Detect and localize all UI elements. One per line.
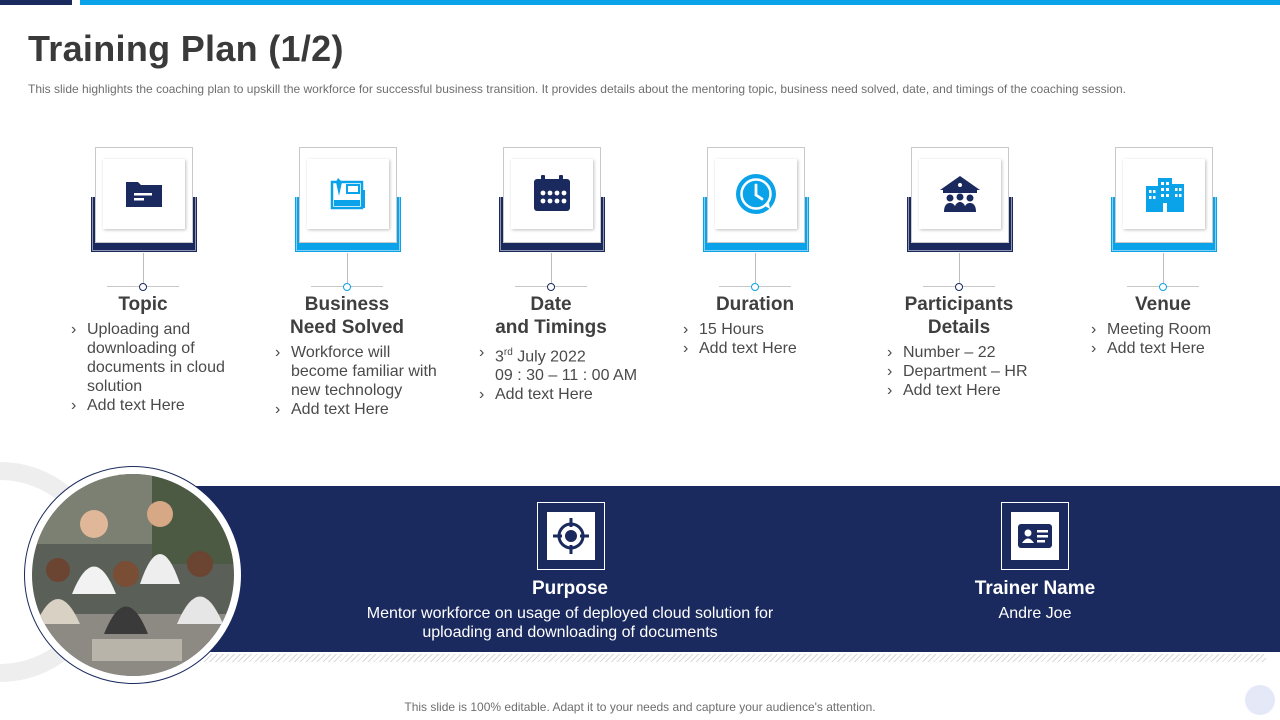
id-card-icon [1015,516,1055,556]
footer-note: This slide is 100% editable. Adapt it to your needs and capture your audience's attention. [404,700,876,714]
column-title: Topic [118,294,168,315]
list-item: › Add text Here [275,400,443,419]
list-item: › Add text Here [1091,339,1259,358]
list-item: › Meeting Room [1091,320,1259,339]
list-item: › Add text Here [683,339,851,358]
top-accent-bar-blue [80,0,1280,5]
list-item: › Uploading and downloading of documents in cloud solution [71,320,239,396]
icon-card [41,147,245,253]
list-item: › Add text Here [479,385,647,404]
column-title: Business Need Solved [289,294,405,338]
list-item: › Workforce will become familiar with new technology [275,343,443,400]
trainer-name: Andre Joe [998,605,1072,622]
office-building-icon [1140,170,1188,218]
icon-card [1061,147,1265,253]
column-list [653,320,857,358]
column-list [449,343,653,404]
column-list [1061,320,1265,358]
column-participants [857,147,1061,400]
team-photo [32,474,234,676]
column-venue [1061,147,1265,358]
column-title: Participants Details [904,294,1014,338]
column-list [857,343,1061,400]
list-item: › Add text Here [887,381,1055,400]
icon-card [857,147,1061,253]
blueprint-tools-icon [324,170,372,218]
corner-decoration [1245,685,1275,715]
list-item-date: › 3rd July 2022 09 : 30 – 11 : 00 AM [479,343,647,385]
trainer-icon-card [1001,502,1069,570]
list-item: › 15 Hours [683,320,851,339]
page-title: Training Plan (1/2) [28,28,344,69]
list-item: › Number – 22 [887,343,1055,362]
target-icon [551,516,591,556]
purpose-text: Mentor workforce on usage of deployed cloud solution for uploading and downloading of documents [366,605,774,641]
column-list [41,320,245,415]
column-list [245,343,449,419]
column-title: Date and Timings [495,294,607,338]
team-meeting-illustration [32,474,234,676]
icon-card [245,147,449,253]
column-business-need [245,147,449,419]
calendar-icon [528,170,576,218]
purpose-title: Purpose [531,578,609,599]
column-title: Duration [715,294,795,315]
column-topic [41,147,245,415]
trainer-title: Trainer Name [974,578,1096,599]
list-item: › Department – HR [887,362,1055,381]
column-title: Venue [1135,294,1191,315]
column-duration [653,147,857,358]
hatch-stripe [200,654,1266,662]
top-accent-bar-dark [0,0,72,5]
folder-icon [120,170,168,218]
purpose-icon-card [537,502,605,570]
page-subtitle: This slide highlights the coaching plan to upskill the workforce for successful business transition. It provides details about the mentoring topic, business need solved, date, and timings of the coaching session. [28,82,1126,96]
icon-card [449,147,653,253]
icon-card [653,147,857,253]
team-building-icon [936,170,984,218]
list-item: › Add text Here [71,396,239,415]
column-date-timings [449,147,653,404]
clock-icon [732,170,780,218]
